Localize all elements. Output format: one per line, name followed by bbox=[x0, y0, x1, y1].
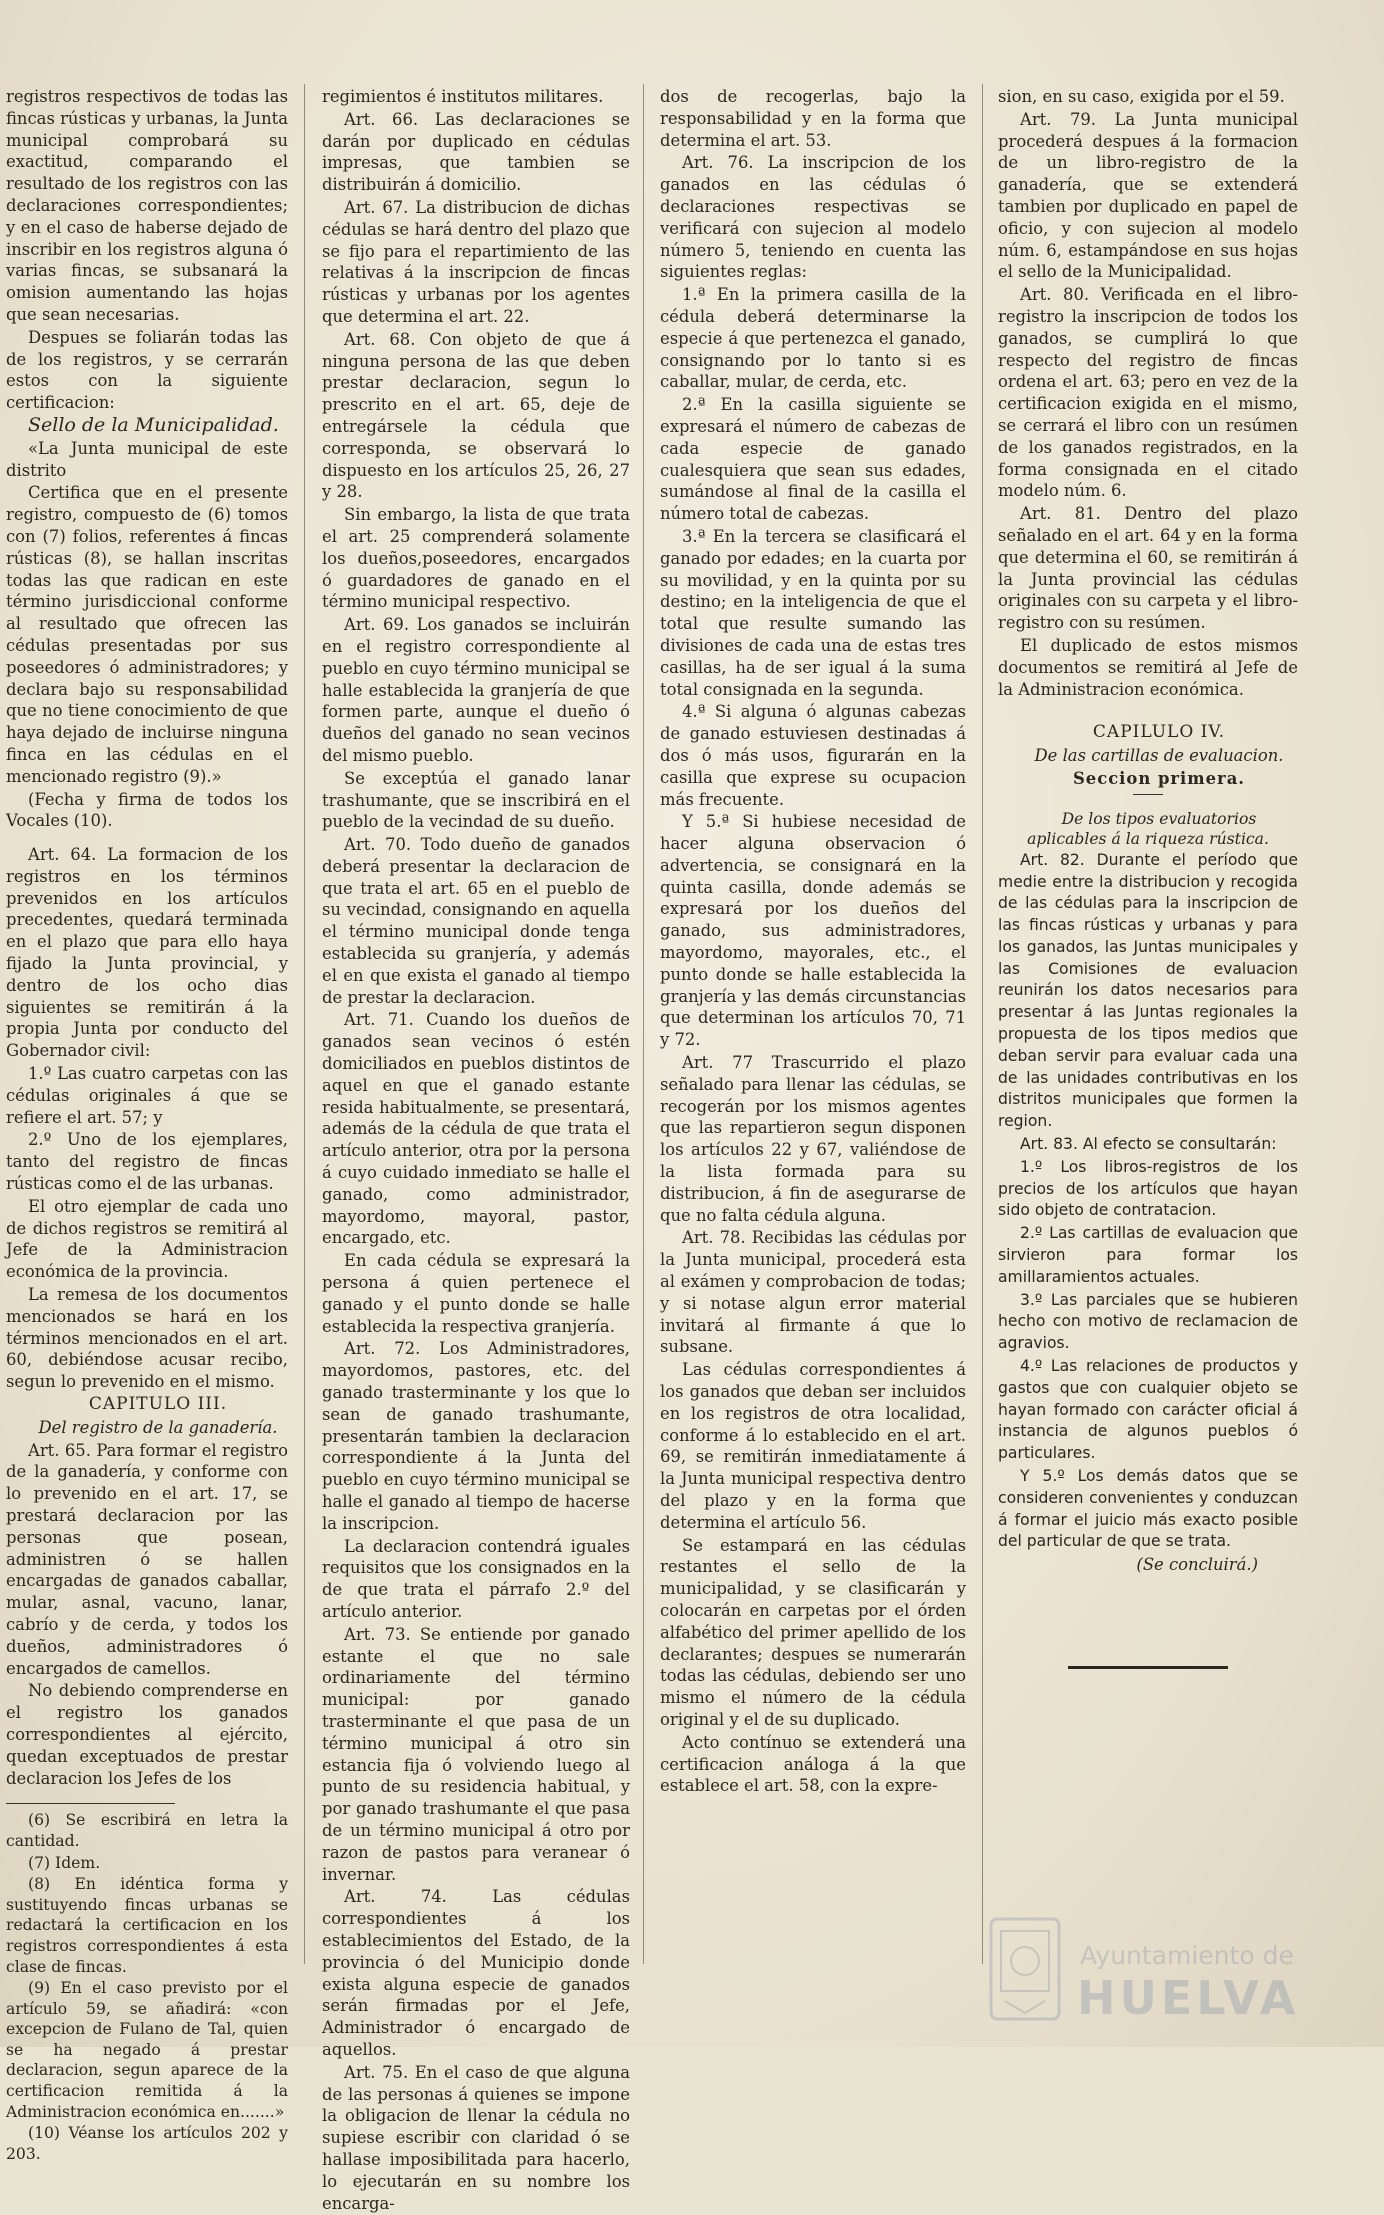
column-1 bbox=[6, 86, 288, 2165]
section-title: De los tipos evaluatorios aplicables á la riqueza rústica. bbox=[1027, 809, 1269, 848]
column-4 bbox=[998, 86, 1298, 1669]
coat-of-arms-icon bbox=[985, 1909, 1065, 2029]
article-83: Art. 83. Al efecto se consultarán: bbox=[1020, 1135, 1277, 1154]
continued-note: (Se concluirá.) bbox=[1136, 1555, 1258, 1575]
article-73: Art. 73. Se entiende por ganado estante el que no sale ordinariamente del término municipal: por ganado trasterminante el que pasa de un término municipal á otro sin estancia fija ó volviendo luego al punto de su residencia habitual, y por ganado trashumante el que pasa de un término municipal á otro por razon de pastos para veranear ó invernar. bbox=[322, 1624, 630, 1884]
article-67: Art. 67. La distribucion de dichas cédulas se hará dentro del plazo que se fijo para el repartimiento de las relativas á la inscripcion de fincas rústicas y urbanas por los agentes que determina el art. 22. bbox=[322, 197, 630, 326]
article-64: Art. 64. La formacion de los registros en los términos prevenidos en los artículos precedentes, quedará terminada en el plazo que para ello haya fijado la Junta provincial, y dentro de los ocho dias siguientes se remitirán á la propia Junta por conducto del Gobernador civil: bbox=[6, 845, 288, 1061]
article-77: Art. 77 Trascurrido el plazo señalado para llenar las cédulas, se recogerán por los mismos agentes que las repartieron segun disponen los artículos 22 y 67, valiéndose de la lista formada para su distribucion, á fin de asegurarse de que no falta cédula alguna. bbox=[660, 1053, 966, 1225]
paragraph: La declaracion contendrá iguales requisitos que los consignados en la de que trata el párrafo 2.º del artículo anterior. bbox=[322, 1536, 630, 1621]
paragraph: «La Junta municipal de este distrito bbox=[6, 438, 288, 480]
article-80: Art. 80. Verificada en el libro-registro la inscripcion de todos los ganados, se cumplirá lo que respecto del registro de fincas ordena el art. 63; pero en vez de la certificacion exigida en el mismo, se cerrará el libro con un resúmen de los ganados registrados, en la forma consignada en el citado modelo núm. 6. bbox=[998, 285, 1298, 501]
column-3 bbox=[660, 86, 966, 1798]
item-4: 4.º Las relaciones de productos y gastos que con cualquier objeto se hayan formado con carácter oficial á instancia de algunos pueblos ó particulares. bbox=[998, 1357, 1298, 1463]
watermark-line-2: HUELVA bbox=[1077, 1971, 1300, 2025]
paragraph: sion, en su caso, exigida por el 59. bbox=[998, 87, 1285, 106]
footnote: (7) Idem. bbox=[28, 1853, 101, 1872]
paragraph: El otro ejemplar de cada uno de dichos registros se remitirá al Jefe de la Administracion económica de la provincia. bbox=[6, 1196, 288, 1282]
section-rule bbox=[1133, 794, 1163, 795]
footnote-rule bbox=[6, 1803, 175, 1804]
article-75: Art. 75. En el caso de que alguna de las personas á quienes se impone la obligacion de llenar la cédula no supiese escribir con claridad ó se hallase imposibilitada para hacerlo, lo ejecutarán en su nombre los encarga- bbox=[322, 2062, 630, 2213]
paragraph: La remesa de los documentos mencionados se hará en los términos mencionados en el art. 60, debiéndose acusar recibo, segun lo prevenido en el mismo. bbox=[6, 1285, 288, 1392]
item-1: 1.º Los libros-registros de los precios de los artículos que hayan sido objeto de contratacion. bbox=[998, 1157, 1298, 1220]
article-70: Art. 70. Todo dueño de ganados deberá presentar la declaracion de que trata el art. 65 en el pueblo de su vecindad, consignando en aquella el término municipal donde tenga establecida su granjería, y además el en que exista el ganado al tiempo de prestar la declaracion. bbox=[322, 835, 630, 1007]
article-68: Art. 68. Con objeto de que á ninguna persona de las que deben prestar declaracion, segun lo prescrito en el art. 65, deje de entregársele la cédula que corresponda, se observará lo dispuesto en los artículos 25, 26, 27 y 28. bbox=[322, 329, 630, 502]
article-69: Art. 69. Los ganados se incluirán en el registro correspondiente al pueblo en cuyo término municipal se halle establecida la granjería de que formen parte, aunque el dueño ó dueños del ganado no sean vecinos del mismo pueblo. bbox=[322, 615, 630, 765]
paragraph: Se estampará en las cédulas restantes el sello de la municipalidad, y se clasificarán y colocarán en carpetas por el órden alfabético del primer apellido de los declarantes; despues se numerarán todas las cédulas, debiendo ser uno mismo el número de la cédula original y el de su duplicado. bbox=[660, 1535, 966, 1729]
paragraph: Certifica que en el presente registro, compuesto de (6) tomos con (7) folios, referentes á fincas rústicas (8), se hallan inscritas todas las que radican en este término jurisdiccional conforme al resultado que ofrecen las cédulas presentadas por sus poseedores ó administradores; y declara bajo su responsabilidad que no tiene conocimiento de que haya dejado de incluirse ninguna finca en las cédulas en el mencionado registro (9).» bbox=[6, 483, 288, 786]
article-79: Art. 79. La Junta municipal procederá despues á la formacion de un libro-registro de la ganadería, que se extenderá tambien por duplicado en papel de oficio, y con sujecion al modelo núm. 6, estampándose en sus hojas el sello de la Municipalidad. bbox=[998, 109, 1298, 282]
paragraph: Sin embargo, la lista de que trata el art. 25 comprenderá solamente los dueños,poseedores, encargados ó guardadores de ganado en el término municipal respectivo. bbox=[322, 505, 630, 612]
column-rule bbox=[304, 84, 305, 1964]
article-71: Art. 71. Cuando los dueños de ganados sean vecinos ó estén domiciliados en pueblos distintos de aquel en que el ganado estante resida habitualmente, se presentará, además de la cédula de que trata el artículo anterior, otra por la persona á cuyo cuidado inmediato se halle el ganado, como administrador, mayordomo, mayoral, pastor, encargado, etc. bbox=[322, 1010, 630, 1248]
rule-3: 3.ª En la tercera se clasificará el ganado por edades; en la cuarta por su movilidad, y en la quinta por su destino; en la inteligencia de que el total que resulte sumando las divisiones de cada una de estas tres casillas, ha de ser igual á la suma total consignada en la segunda. bbox=[660, 526, 966, 699]
section-heading: Seccion primera. bbox=[1072, 768, 1246, 788]
paragraph: Se exceptúa el ganado lanar trashumante, que se inscribirá en el pueblo de la vecindad de su dueño. bbox=[322, 768, 630, 832]
paragraph: En cada cédula se expresará la persona á quien pertenece el ganado y el punto donde se halle establecida la respectiva granjería. bbox=[322, 1251, 630, 1336]
article-76: Art. 76. La inscripcion de los ganados en las cédulas ó declaraciones respectivas se verificará con sujecion al modelo número 5, teniendo en cuenta las siguientes reglas: bbox=[660, 153, 966, 282]
paragraph: 1.º Las cuatro carpetas con las cédulas originales á que se refiere el art. 57; y bbox=[6, 1064, 288, 1127]
watermark bbox=[985, 1905, 1315, 2035]
paragraph: Las cédulas correspondientes á los ganados que deban ser incluidos en los registros de otra localidad, conforme á lo establecido en el art. 69, se remitirán inmediatamente á la Junta municipal respectiva dentro del plazo y en la forma que determina el artículo 56. bbox=[660, 1360, 966, 1532]
chapter-heading: CAPITULO III. bbox=[88, 1394, 228, 1415]
article-82: Art. 82. Durante el período que medie entre la distribucion y recogida de las cédulas para la inscripcion de las fincas rústicas y urbanas y para los ganados, las Juntas municipales y las Comisiones de evaluacion reunirán los datos necesarios para presentar á las Juntas regionales la propuesta de los tipos medios que deban servir para evaluar cada una de las unidades contributivas en los distritos municipales que formen la region. bbox=[998, 850, 1298, 1131]
paragraph: registros respectivos de todas las fincas rústicas y urbanas, la Junta municipal comprobará su exactitud, comparando el resultado de los registros con las declaraciones correspondientes; y en el caso de haberse dejado de inscribir en los registros alguna ó varias fincas, se subsanará la omision aumentando las hojas que sean necesarias. bbox=[6, 87, 288, 324]
paragraph: dos de recogerlas, bajo la responsabilidad y en la forma que determina el art. 53. bbox=[660, 87, 966, 150]
item-2: 2.º Las cartillas de evaluacion que sirvieron para formar los amillaramientos actuales. bbox=[998, 1224, 1298, 1286]
chapter-title: De las cartillas de evaluacion. bbox=[1034, 746, 1284, 766]
column-rule bbox=[982, 84, 983, 1964]
paragraph: Despues se foliarán todas las de los registros, y se cerrarán estos con la siguiente certificacion: bbox=[6, 327, 288, 413]
paragraph: regimientos é institutos militares. bbox=[322, 87, 604, 106]
article-72: Art. 72. Los Administradores, mayordomos, pastores, etc. del ganado trasterminante y los que lo sean de ganado trashumante, presentarán tambien la declaracion correspondiente á la Junta del pueblo en cuyo término municipal se halle el ganado al tiempo de hacerse la inscripcion. bbox=[322, 1339, 630, 1533]
paragraph: No debiendo comprenderse en el registro los ganados correspondientes al ejército, quedan exceptuados de prestar declaracion los Jefes de los bbox=[6, 1681, 288, 1788]
seal-heading: Sello de la Municipalidad. bbox=[28, 413, 279, 436]
chapter-title: Del registro de la ganadería. bbox=[38, 1417, 278, 1437]
article-65: Art. 65. Para formar el registro de la ganadería, y conforme con lo prevenido en el art. 17, se prestará declaracion por las personas que posean, administren ó se hallen encargadas de ganados caballar, mular, asnal, vacuno, lanar, cabrío y de cerda, y todos los dueños, administradores ó encargados de camellos. bbox=[6, 1440, 288, 1678]
paragraph: Acto contínuo se extenderá una certificacion análoga á la que establece el art. 58, con la expre- bbox=[660, 1732, 966, 1796]
end-rule bbox=[1068, 1666, 1228, 1669]
footnote: (9) En el caso previsto por el artículo 59, se añadirá: «con excepcion de Fulano de Tal, quien se ha negado á prestar declaracion, segun aparece de la certificacion remitida á la Administracion económica en.......» bbox=[6, 1979, 288, 2121]
paragraph: El duplicado de estos mismos documentos se remitirá al Jefe de la Administracion económica. bbox=[998, 635, 1298, 699]
rule-5: Y 5.ª Si hubiese necesidad de hacer alguna observacion ó advertencia, se consignará en la quinta casilla, donde además se expresará por los dueños del ganado, sus administradores, mayordomo, mayorales, etc., el punto donde se halle establecida la granjería y las demás circunstancias que determinan los artículos 70, 71 y 72. bbox=[660, 812, 966, 1050]
rule-2: 2.ª En la casilla siguiente se expresará el número de cabezas de cada especie de ganado cualesquiera que sean sus edades, sumándose al final de la casilla el número total de cabezas. bbox=[660, 395, 966, 524]
footnote: (8) En idéntica forma y sustituyendo fincas urbanas se redactará la certificacion en los registros correspondientes á esta clase de fincas. bbox=[6, 1875, 288, 1976]
footnote: (10) Véanse los artículos 202 y 203. bbox=[6, 2124, 288, 2163]
chapter-heading: CAPILULO IV. bbox=[1092, 722, 1226, 743]
watermark-line-1: Ayuntamiento de bbox=[1080, 1941, 1294, 1970]
column-rule bbox=[643, 84, 644, 1964]
rule-1: 1.ª En la primera casilla de la cédula deberá determinarse la especie á que pertenezca el ganado, consignando por lo tanto si es caballar, mular, de cerda, etc. bbox=[660, 285, 966, 392]
rule-4: 4.ª Si alguna ó algunas cabezas de ganado estuviesen destinadas á dos ó más usos, figurarán en la casilla que exprese su ocupacion más frecuente. bbox=[660, 702, 966, 809]
footnote: (6) Se escribirá en letra la cantidad. bbox=[6, 1811, 288, 1850]
article-78: Art. 78. Recibidas las cédulas por la Junta municipal, procederá esta al exámen y comprobacion de todas; y si notase algun error material invitará al firmante á que lo subsane. bbox=[660, 1228, 966, 1357]
article-81: Art. 81. Dentro del plazo señalado en el art. 64 y en la forma que determina el 60, se remitirán á la Junta provincial las cédulas originales con su carpeta y el libro-registro con su resúmen. bbox=[998, 504, 1298, 633]
item-5: Y 5.º Los demás datos que se consideren convenientes y conduzcan á formar el juicio más exacto posible del particular de que se trata. bbox=[998, 1467, 1298, 1551]
article-74: Art. 74. Las cédulas correspondientes á los establecimientos del Estado, de la provincia ó del Municipio donde exista alguna especie de ganados serán firmadas por el Jefe, Administrador ó encargado de aquellos. bbox=[322, 1887, 630, 2059]
paragraph: (Fecha y firma de todos los Vocales (10). bbox=[6, 789, 288, 831]
column-2 bbox=[322, 86, 630, 2215]
paragraph: 2.º Uno de los ejemplares, tanto del registro de fincas rústicas como el de las urbanas. bbox=[6, 1130, 288, 1194]
article-66: Art. 66. Las declaraciones se darán por duplicado en cédulas impresas, que tambien se distribuirán á domicilio. bbox=[322, 109, 630, 195]
item-3: 3.º Las parciales que se hubieren hecho con motivo de reclamacion de agravios. bbox=[998, 1290, 1298, 1353]
